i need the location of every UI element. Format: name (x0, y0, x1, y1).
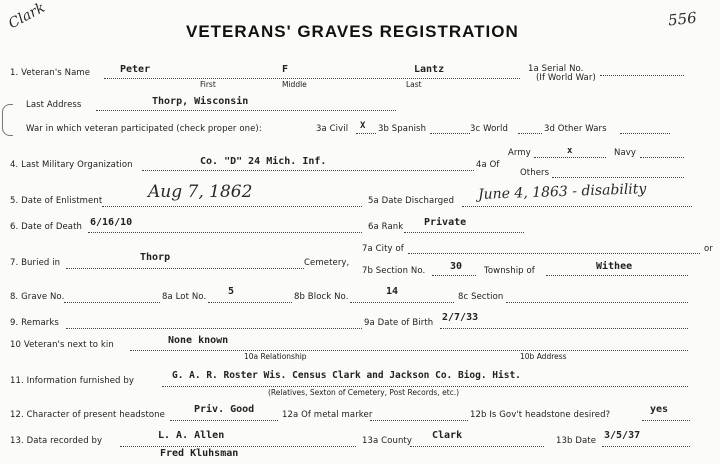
govt-headstone-value: yes (650, 404, 669, 415)
township-value: Withee (596, 261, 633, 272)
grave-number-label: 8. Grave No. (10, 292, 65, 302)
county-label: 13a County (362, 436, 412, 446)
military-organization-label: 4. Last Military Organization (10, 160, 133, 170)
next-of-kin-line (130, 350, 688, 351)
buried-in-value: Thorp (140, 252, 171, 263)
date-discharged-line (462, 206, 692, 207)
middle-name-value: F (282, 64, 289, 75)
war-participation-label: War in which veteran participated (check proper one): (26, 124, 262, 134)
recorded-by-line (120, 446, 356, 447)
information-furnished-line (162, 386, 688, 387)
section-number-label: 7b Section No. (362, 266, 426, 276)
date-of-birth-value: 2/7/33 (442, 312, 479, 323)
county-value: Clark (432, 430, 463, 441)
block-number-line (350, 302, 454, 303)
rank-label: 6a Rank (368, 222, 404, 232)
date-of-birth-line (440, 328, 688, 329)
date-of-death-value: 6/16/10 (90, 217, 133, 228)
world-check-line (518, 133, 542, 134)
other-wars-line (620, 133, 670, 134)
date-discharged-value: June 4, 1863 - disability (477, 181, 647, 203)
rank-value: Private (424, 217, 467, 228)
last-caption: Last (406, 80, 422, 89)
date-of-death-label: 6. Date of Death (10, 222, 83, 232)
city-line (408, 253, 700, 254)
last-address-line (96, 110, 396, 111)
remarks-label: 9. Remarks (10, 318, 59, 328)
or-label: or (704, 244, 713, 254)
govt-headstone-label: 12b Is Gov't headstone desired? (470, 410, 611, 420)
date-of-death-line (88, 232, 362, 233)
lot-number-label: 8a Lot No. (162, 292, 207, 302)
headstone-character-value: Priv. Good (194, 404, 255, 415)
metal-marker-label: 12a Of metal marker (282, 410, 373, 420)
page-number: 556 (667, 8, 698, 30)
cemetery-label: Cemetery, (304, 258, 350, 268)
headstone-character-line (170, 420, 278, 421)
next-of-kin-value: None known (168, 335, 229, 346)
option-world-war: 3c World (470, 124, 508, 134)
date-discharged-label: 5a Date Discharged (368, 196, 455, 206)
relationship-caption: 10a Relationship (244, 352, 307, 361)
corner-handwritten-note: Clark (6, 0, 48, 33)
township-line (546, 275, 688, 276)
recorded-by-value: L. A. Allen (158, 430, 225, 441)
lot-number-value: 5 (228, 286, 235, 297)
serial-number-line (600, 75, 684, 76)
army-line (534, 157, 606, 158)
enlistment-line (102, 206, 362, 207)
rank-line (404, 232, 524, 233)
buried-in-label: 7. Buried in (10, 258, 61, 268)
civil-check-line (356, 133, 376, 134)
remarks-line (66, 328, 362, 329)
information-furnished-value: G. A. R. Roster Wis. Census Clark and Jackson Co. Biog. Hist. (172, 370, 521, 381)
section-line (506, 302, 688, 303)
record-date-value: 3/5/37 (604, 430, 641, 441)
section-number-value: 30 (450, 261, 463, 272)
record-date-line (602, 446, 690, 447)
county-line (410, 446, 544, 447)
information-furnished-caption: (Relatives, Sexton of Cemetery, Post Records, etc.) (268, 388, 460, 397)
side-bracket (2, 104, 13, 136)
branch-of-label: 4a Of (476, 160, 500, 170)
govt-headstone-line (642, 420, 690, 421)
last-address-value: Thorp, Wisconsin (152, 96, 249, 107)
enlistment-label: 5. Date of Enlistment (10, 196, 103, 206)
second-recorder-value: Fred Kluhsman (160, 448, 239, 459)
last-address-label: Last Address (26, 100, 82, 110)
option-spanish-war: 3b Spanish (378, 124, 427, 134)
metal-marker-line (370, 420, 468, 421)
branch-army-label: Army (508, 148, 531, 158)
branch-navy-label: Navy (614, 148, 637, 158)
township-label: Township of (484, 266, 535, 276)
first-caption: First (200, 80, 216, 89)
first-name-value: Peter (120, 64, 151, 75)
option-civil-war: 3a Civil (316, 124, 349, 134)
section-number-line (432, 275, 476, 276)
address-caption: 10b Address (520, 352, 567, 361)
military-organization-value: Co. "D" 24 Mich. Inf. (200, 156, 327, 167)
serial-caption: (If World War) (536, 73, 596, 83)
spanish-check-line (430, 133, 470, 134)
branch-others-label: Others (520, 168, 550, 178)
serial-number-label: 1a Serial No. (528, 64, 584, 74)
record-date-label: 13b Date (556, 436, 597, 446)
information-furnished-label: 11. Information furnished by (10, 376, 134, 386)
option-other-wars: 3d Other Wars (544, 124, 607, 134)
military-organization-line (142, 170, 474, 171)
form-title: VETERANS' GRAVES REGISTRATION (186, 22, 519, 41)
middle-caption: Middle (282, 80, 307, 89)
veteran-name-line (104, 78, 520, 79)
army-check-mark: x (567, 146, 573, 156)
block-number-value: 14 (386, 286, 399, 297)
recorded-by-label: 13. Data recorded by (10, 436, 103, 446)
block-number-label: 8b Block No. (294, 292, 349, 302)
navy-line (640, 157, 684, 158)
civil-war-check-mark: X (360, 121, 366, 131)
others-line (552, 177, 684, 178)
headstone-character-label: 12. Character of present headstone (10, 410, 165, 420)
last-name-value: Lantz (414, 64, 445, 75)
enlistment-value: Aug 7, 1862 (148, 182, 253, 202)
buried-in-line (66, 268, 304, 269)
section-label: 8c Section (458, 292, 504, 302)
city-label: 7a City of (362, 244, 404, 254)
grave-number-line (64, 302, 160, 303)
date-of-birth-label: 9a Date of Birth (364, 318, 434, 328)
veteran-name-label: 1. Veteran's Name (10, 68, 91, 78)
next-of-kin-label: 10 Veteran's next to kin (10, 340, 114, 350)
lot-number-line (208, 302, 292, 303)
